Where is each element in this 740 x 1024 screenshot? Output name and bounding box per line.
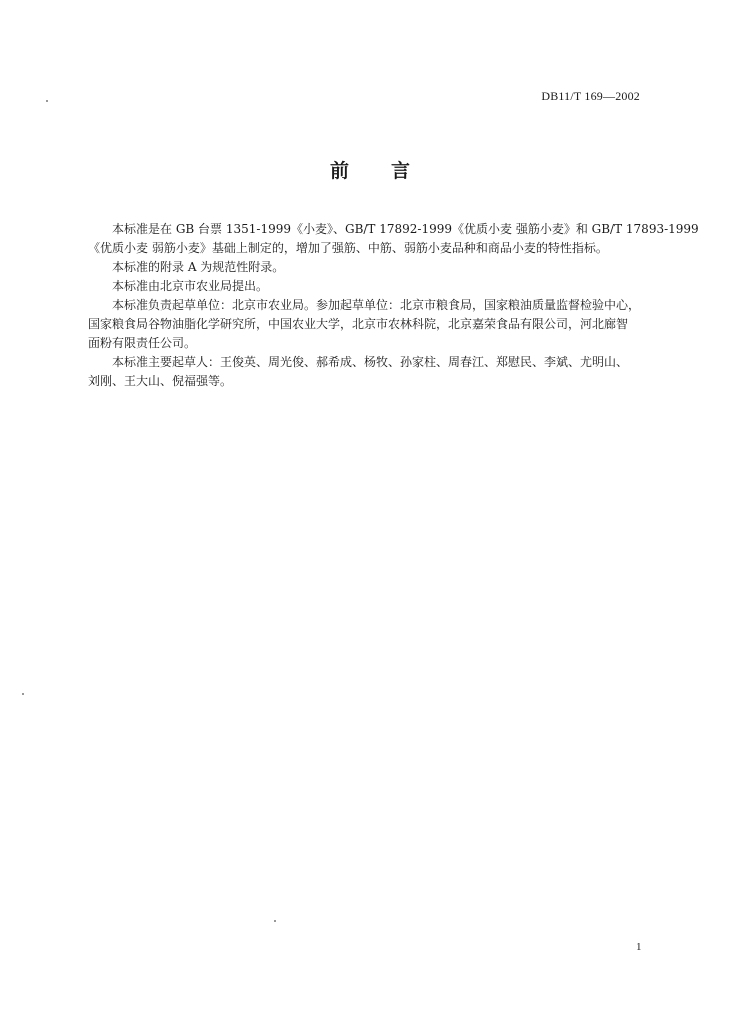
page-title: 前言 [329, 160, 452, 182]
scan-speck [274, 920, 276, 922]
paragraph-basis-line1: 本标准是在 GB 台票 1351-1999《小麦》、GB/T 17892-1999《优质小麦 强筋小麦》和 GB/T 17893-1999 [112, 222, 699, 236]
paragraph-appendix: 本标准的附录 A 为规范性附录。 [112, 260, 285, 274]
paragraph-basis-line2: 《优质小麦 弱筋小麦》基础上制定的，增加了强筋、中筋、弱筋小麦品种和商品小麦的特性指标。 [88, 241, 608, 255]
paragraph-proposer: 本标准由北京市农业局提出。 [112, 279, 269, 293]
page-number: 1 [636, 941, 642, 953]
paragraph-drafting-units-line2: 国家粮食局谷物油脂化学研究所，中国农业大学，北京市农林科院，北京嘉荣食品有限公司，河北廊智 [88, 317, 629, 331]
paragraph-drafting-units-line3: 面粉有限责任公司。 [88, 336, 197, 350]
scan-speck [46, 100, 48, 102]
paragraph-drafters-line1: 本标准主要起草人：王俊英、周光俊、郝希成、杨牧、孙家柱、周春江、郑慰民、李斌、尤明山、 [112, 355, 629, 369]
paragraph-drafters-line2: 刘刚、王大山、倪福强等。 [88, 374, 233, 388]
scan-speck [22, 693, 24, 695]
foreword-body [88, 220, 699, 391]
standard-code: DB11/T 169—2002 [541, 89, 640, 103]
paragraph-drafting-units-line1: 本标准负责起草单位：北京市农业局。参加起草单位：北京市粮食局，国家粮油质量监督检验中心， [112, 298, 641, 312]
